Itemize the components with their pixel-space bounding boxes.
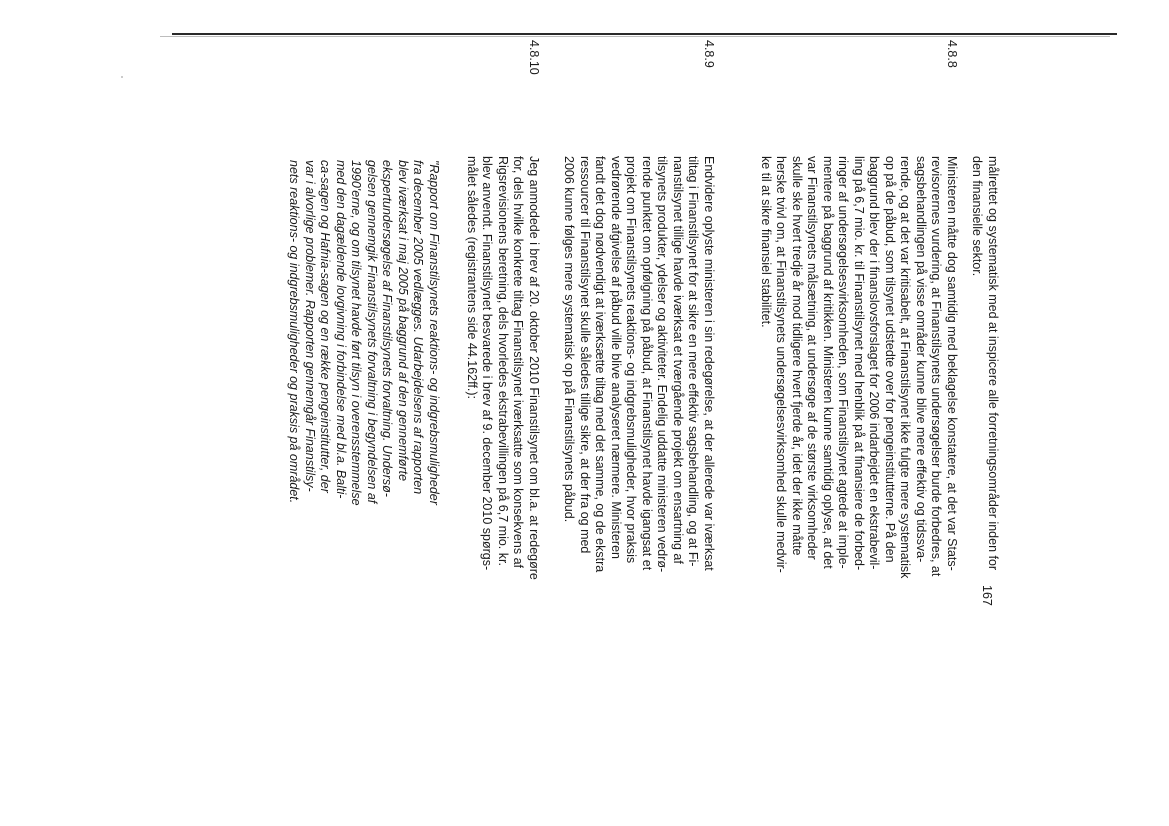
text-line: Endvidere oplyste ministeren i sin redegørelse, at der allerede var iværksat	[702, 156, 716, 571]
quote-line: ca-sagen og Hafnia-sagen og en række pengeinstitutter, der	[318, 160, 333, 493]
text-line: var Finanstilsynets målsætning, at undersøge af de største virksomheder	[805, 156, 820, 560]
top-rule	[172, 33, 1117, 35]
section-number: 4.8.10	[527, 40, 541, 75]
text-line: ressourcer til Finanstilsynet skulle således tillige sikre, at der fra og med	[578, 156, 592, 554]
quote-line: blev iværksat i maj 2005 på baggrund af den gennemførte	[396, 160, 410, 482]
quote-line: var i alvorlige problemer. Rapporten gennemgår Finanstilsy-	[303, 160, 317, 492]
text-line: den finansielle sektor.	[970, 156, 985, 277]
text-line: 2006 kunne følges mere systematisk op på Finanstilsynets påbud.	[562, 156, 577, 523]
intro-paragraph	[969, 156, 1000, 736]
text-line: rende punktet om opfølgning på påbud, at Finanstilsynet havde igangsat et	[640, 156, 654, 571]
text-line: tiltag i Finanstilsynet for at sikre en mere effektiv sagsbehandling, og at Fi-	[686, 156, 701, 567]
text-line: tilsynets produkter, ydelser og aktiviteter. Endelig uddatte ministeren vedrø-	[655, 156, 670, 573]
quote-line: gelsen gennemgik Finanstilsynets forvaltning i begyndelsen af	[365, 160, 379, 504]
section-paragraph	[561, 156, 716, 736]
text-line: Rigsrevisionens beretning, dels hvorledes ekstrabevillingen på 6,7 mio. kr.	[496, 156, 510, 566]
text-line: for, dels hvilke konkrete tiltag Finanstilsynet iværksatte som konsekvens af	[511, 156, 526, 568]
text-line: vedrørende afgivelse af påbud ville blive analyseret nærmere. Ministeren	[609, 156, 623, 559]
text-line: ke til at sikre finansiel stabilitet.	[759, 156, 773, 328]
text-line: blev anvendt. Finanstilsynet besvarede i brev af 9. december 2010 spørgs-	[480, 156, 495, 571]
text-line: ling på 6,7 mio. kr. til Finanstilsynet med henblik på at finansiere de forbed-	[852, 156, 866, 571]
text-line: op på de påbud, som tilsynet udstedte over for pengeinstitutterne. På den	[883, 156, 897, 563]
text-line: målet således (registrantens side 44.162ff.):	[465, 156, 479, 399]
section-number: 4.8.9	[702, 40, 716, 68]
text-line: baggrund blev der i finanslovsforslaget for 2006 indarbejdet en ekstrabevil-	[867, 156, 882, 570]
quote-line: nets reaktions- og indgrebsmuligheder og praksis på området.	[287, 160, 302, 504]
text-line: projekt om Finanstilsynets reaktions- og indgrebsmuligheder, hvor praksis	[624, 156, 639, 564]
document-page	[220, 40, 1000, 800]
text-line: Jeg anmodede i brev af 20. oktober 2010 Finanstilsynet om bl.a. at redegøre	[527, 156, 541, 580]
text-line: sagsbehandlingen på visse områder kunne blive mere effektiv og tidssva-	[914, 156, 928, 563]
quote-line: "Rapport om Finanstilsynets reaktions- og indgrebsmuligheder	[427, 160, 441, 505]
text-line: Ministeren måtte dog samtidig med beklagelse konstatere, at det var Stats-	[945, 156, 959, 571]
section-number: 4.8.8	[945, 40, 959, 68]
top-rule-shadow	[160, 36, 1110, 37]
text-line: mentere på baggrund af kritikken. Ministeren kunne samtidig oplyse, at det	[821, 156, 835, 569]
text-line: målrettet og systematisk med at inspicere alle forretningsområder inden for	[986, 156, 1000, 571]
text-line: fandt det dog nødvendigt at iværksætte tiltag med det samme, og de ekstra	[593, 156, 608, 573]
page-number: 167	[980, 585, 994, 606]
section-paragraph	[758, 156, 960, 736]
text-line: herske tvivl om, at Finanstilsynets undersøgelsesvirksomhed skulle medvir-	[774, 156, 789, 573]
quote-line: ekspertundersøgelse af Finanstilsynets forvaltning. Undersø-	[380, 160, 395, 497]
quote-line: med den dagældende lovgivning i forbindelse med bl.a. Balti-	[334, 160, 348, 499]
text-line: nanstilsynet tillige havde iværksat et tværgående projekt om ensartning af	[671, 156, 685, 564]
block-quote	[286, 160, 441, 600]
text-line: ringer af undersøgelsesvirksomheden, som Finanstilsynet agtede at imple-	[836, 156, 851, 569]
text-line: revisorernes vurdering, at Finanstilsynets undersøgelser burde forbedres, at	[929, 156, 944, 577]
quote-line: 1990'erne, og om tilsynet havde ført tilsyn i overensstemmelse	[349, 160, 364, 506]
section-paragraph	[464, 156, 542, 736]
scan-speck	[121, 76, 123, 78]
text-line: skulle ske hvert tredje år mod tidligere hvert fjerde år, idet der ikke måtte	[790, 156, 804, 556]
quote-line: fra december 2005 vedlægges. Udarbejdelsens af rapporten	[411, 160, 426, 495]
text-line: rende, og at det var kritisabelt, at Finanstilsynet ikke fulgte mere systematisk	[898, 156, 913, 579]
